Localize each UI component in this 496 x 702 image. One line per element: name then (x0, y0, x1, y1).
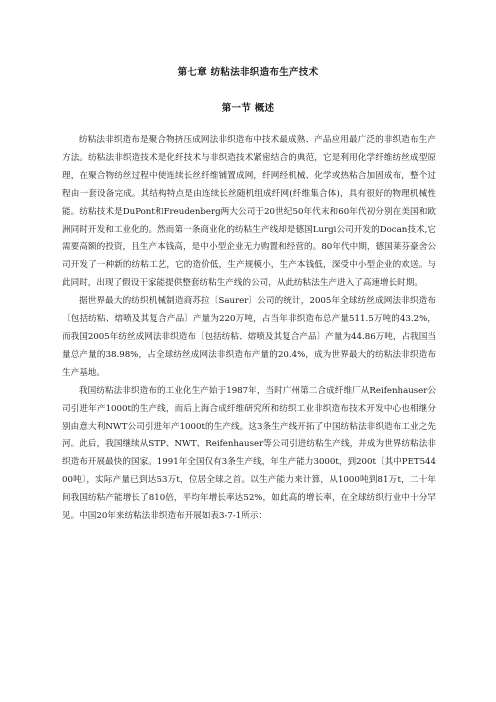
chapter-title: 第七章 纺粘法非织造布生产技术 (177, 67, 319, 78)
body-text (62, 132, 436, 526)
section-title: 第一节 概述 (221, 103, 275, 114)
paragraph-overview: 纺粘法非织造布是聚合物挤压成网法非织造布中技术最成熟、产品应用最广泛的非织造布生产方法。纺粘法非织造技术是化纤技术与非织造技术紧密结合的典范，它是利用化学纤维纺丝成型原理，在聚合物纺丝过程中使连续长丝纤维铺置成网，纤网经机械、化学或热粘合加固成布，整个过程由一套设备完成。其结构特点是由连续长丝随机组成纤网(纤维集合体)，具有很好的物理机械性能。纺粘技术是DuPont和Freudenberg两大公司于20世纪50年代末和60年代初分别在美国和欧洲同时开发和工业化的。然而第一条商业化的纺粘生产线却是德国Lurgi公司开发的Docan技术,它需要高额的投资，且生产本钱高，是中小型企业无力购置和经营的。80年代中期，德国莱芬豪舍公司开发了一种新的纺粘工艺，它的造价低，生产规模小，生产本钱低，深受中小型企业的欢送。与此同时，出现了假设干家能提供整套纺粘生产线的公司，从此纺粘法生产进入了高速增长时期。 (62, 135, 436, 289)
paragraph-china-history: 我国纺粘法非织造布的工业化生产始于1987年，当时广州第二合成纤维厂从Reifenhauser公司引进年产1000t的生产线，而后上海合成纤维研究所和纺织工业非织造布技术开发中心也相继分别由意大利NWT公司引进年产1000t的生产线。这3条生产线开拓了中国纺粘法非织造布工业之先河。此后，我国继续从STP、NWT、Reifenhauser等公司引进纺粘生产线，并成为世界纺粘法非织造布开展最快的国家。1991年全国仅有3条生产线，年生产能力3000t，到200t〔其中PET54400吨〕，实际产量已到达53万t，位居全球之首。以生产能力来计算，从1000吨到81万t，二十年间我国纺粘产能增长了810倍，平均年增长率达52%，如此高的增长率，在全球纺织行业中十分罕见。中国20年来纺粘法非织造布开展如表3-7-1所示： (62, 385, 436, 522)
paragraph-statistics: 据世界最大的纺织机械制造商苏拉〔Saurer〕公司的统计，2005年全球纺丝成网法非织造布〔包括纺粘、熔喷及其复合产品〕产量为220万吨，占当年非织造布总产量511.5万吨的43.2%，而我国2005年纺丝成网法非织造布〔包括纺粘、熔喷及其复合产品〕产量为44.86万吨，占我国当量总产量的38.98%，占全球纺丝成网法非织造布产量的20.4%，成为世界最大的纺粘法非织造布生产基地。 (62, 296, 436, 378)
